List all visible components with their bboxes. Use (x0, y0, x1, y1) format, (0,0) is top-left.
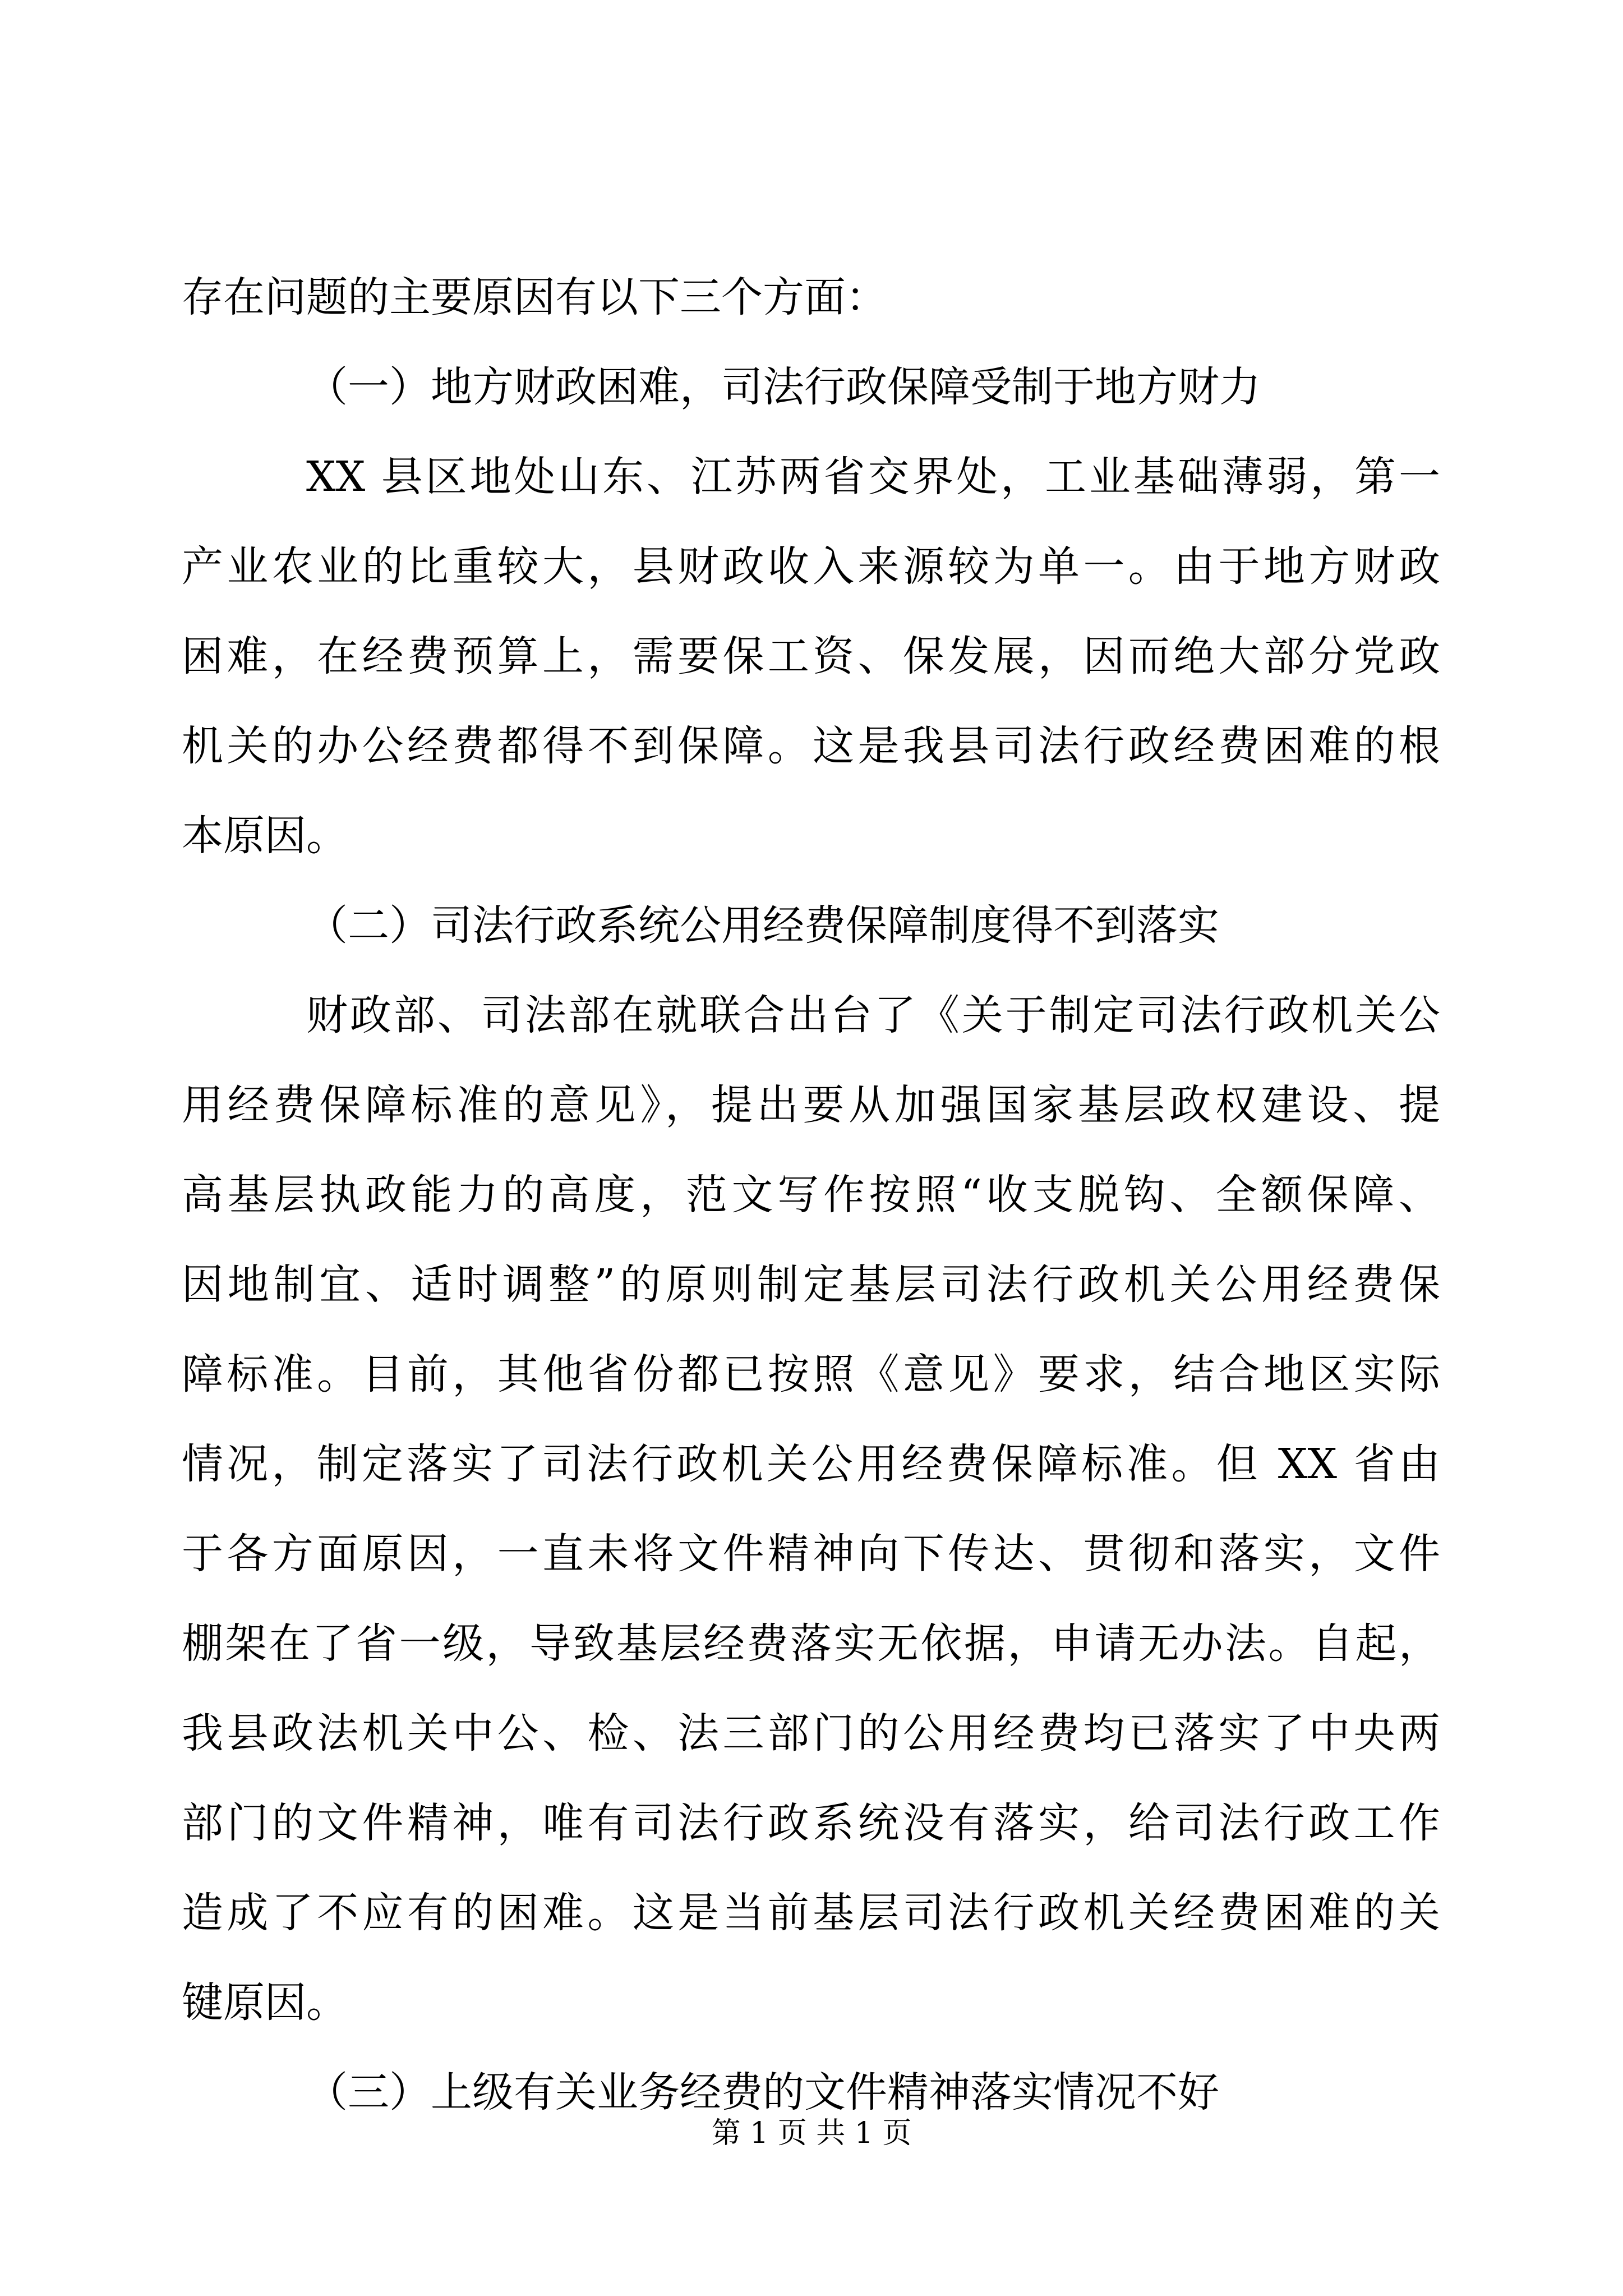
section-heading: （一）地方财政困难，司法行政保障受制于地方财力 (306, 363, 1261, 411)
body-line: 存在问题的主要原因有以下三个方面： (182, 273, 887, 321)
body-line: 我县政法机关中公、检、法三部门的公用经费均已落实了中央两 (182, 1709, 1440, 1757)
page-number-footer: 第 1 页 共 1 页 (711, 2116, 912, 2150)
body-line: 财政部、司法部在就联合出台了《关于制定司法行政机关公 (306, 991, 1440, 1039)
section-heading: （二）司法行政系统公用经费保障制度得不到落实 (306, 901, 1219, 950)
body-line: 部门的文件精神，唯有司法行政系统没有落实，给司法行政工作 (182, 1799, 1440, 1847)
body-line: XX 县区地处山东、江苏两省交界处，工业基础薄弱，第一 (306, 453, 1440, 501)
body-line: 造成了不应有的困难。这是当前基层司法行政机关经费困难的关 (182, 1889, 1440, 1937)
body-line: 高基层执政能力的高度，范文写作按照“收支脱钩、全额保障、 (182, 1171, 1440, 1219)
body-line: 用经费保障标准的意见》，提出要从加强国家基层政权建设、提 (182, 1081, 1440, 1129)
body-line: 情况，制定落实了司法行政机关公用经费保障标准。但 XX 省由 (182, 1440, 1440, 1488)
body-line: 键原因。 (182, 1978, 348, 2027)
body-line: 困难，在经费预算上，需要保工资、保发展，因而绝大部分党政 (182, 632, 1440, 680)
body-line: 于各方面原因，一直未将文件精神向下传达、贯彻和落实，文件 (182, 1530, 1440, 1578)
body-line: 本原因。 (182, 812, 348, 860)
body-line: 障标准。目前，其他省份都已按照《意见》要求，结合地区实际 (182, 1350, 1440, 1398)
body-line: 棚架在了省一级，导致基层经费落实无依据，申请无办法。自起， (182, 1619, 1440, 1668)
document-body (182, 252, 1440, 2137)
section-heading: （三）上级有关业务经费的文件精神落实情况不好 (306, 2068, 1219, 2116)
body-line: 因地制宜、适时调整”的原则制定基层司法行政机关公用经费保 (182, 1260, 1440, 1309)
body-line: 产业农业的比重较大，县财政收入来源较为单一。由于地方财政 (182, 542, 1440, 591)
body-line: 机关的办公经费都得不到保障。这是我县司法行政经费困难的根 (182, 722, 1440, 770)
